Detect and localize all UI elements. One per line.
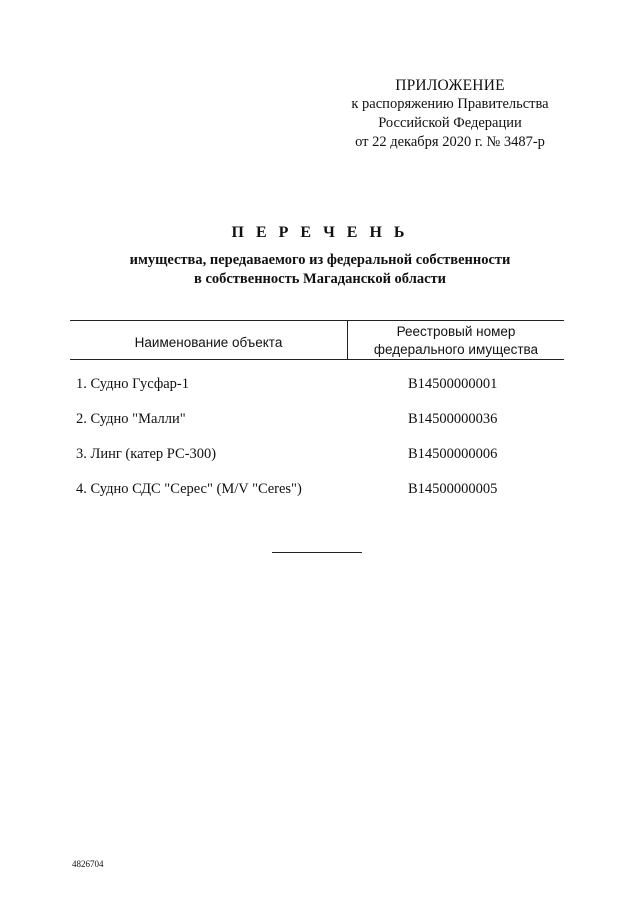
appendix-line: к распоряжению Правительства — [351, 96, 549, 112]
registry-number-cell: В14500000036 — [408, 411, 498, 427]
object-name-cell: 4. Судно СДС "Серес" (M/V "Ceres") — [76, 481, 302, 497]
end-divider — [272, 552, 362, 553]
object-name-cell: 3. Линг (катер РС-300) — [76, 446, 217, 462]
appendix-title: ПРИЛОЖЕНИЕ — [395, 77, 505, 94]
registry-number-cell: В14500000005 — [408, 481, 498, 497]
document-code: 4826704 — [72, 859, 104, 869]
appendix-date-number: от 22 декабря 2020 г. № 3487-р — [355, 134, 545, 150]
table-row — [76, 409, 576, 444]
column-header-registry — [348, 321, 564, 359]
column-header-name: Наименование объекта — [70, 321, 348, 359]
table-header — [70, 320, 564, 360]
column-header-registry-line: федерального имущества — [373, 342, 539, 357]
appendix-block — [330, 76, 570, 152]
table-row — [76, 374, 576, 409]
document-subtitle-line: в собственность Магаданской области — [193, 271, 446, 287]
object-name-cell: 2. Судно "Малли" — [76, 411, 186, 427]
object-name-cell: 1. Судно Гусфар-1 — [76, 376, 190, 392]
registry-number-cell: В14500000006 — [408, 446, 498, 462]
appendix-line: Российской Федерации — [378, 115, 522, 131]
document-heading — [60, 222, 580, 289]
registry-number-cell: В14500000001 — [408, 376, 498, 392]
table-body — [76, 374, 576, 514]
column-header-registry-line: Реестровый номер — [396, 324, 516, 339]
document-subtitle-line: имущества, передаваемого из федеральной собственности — [129, 252, 511, 268]
table-row — [76, 479, 576, 514]
table-row — [76, 444, 576, 479]
document-title: П Е Р Е Ч Е Н Ь — [231, 224, 409, 241]
